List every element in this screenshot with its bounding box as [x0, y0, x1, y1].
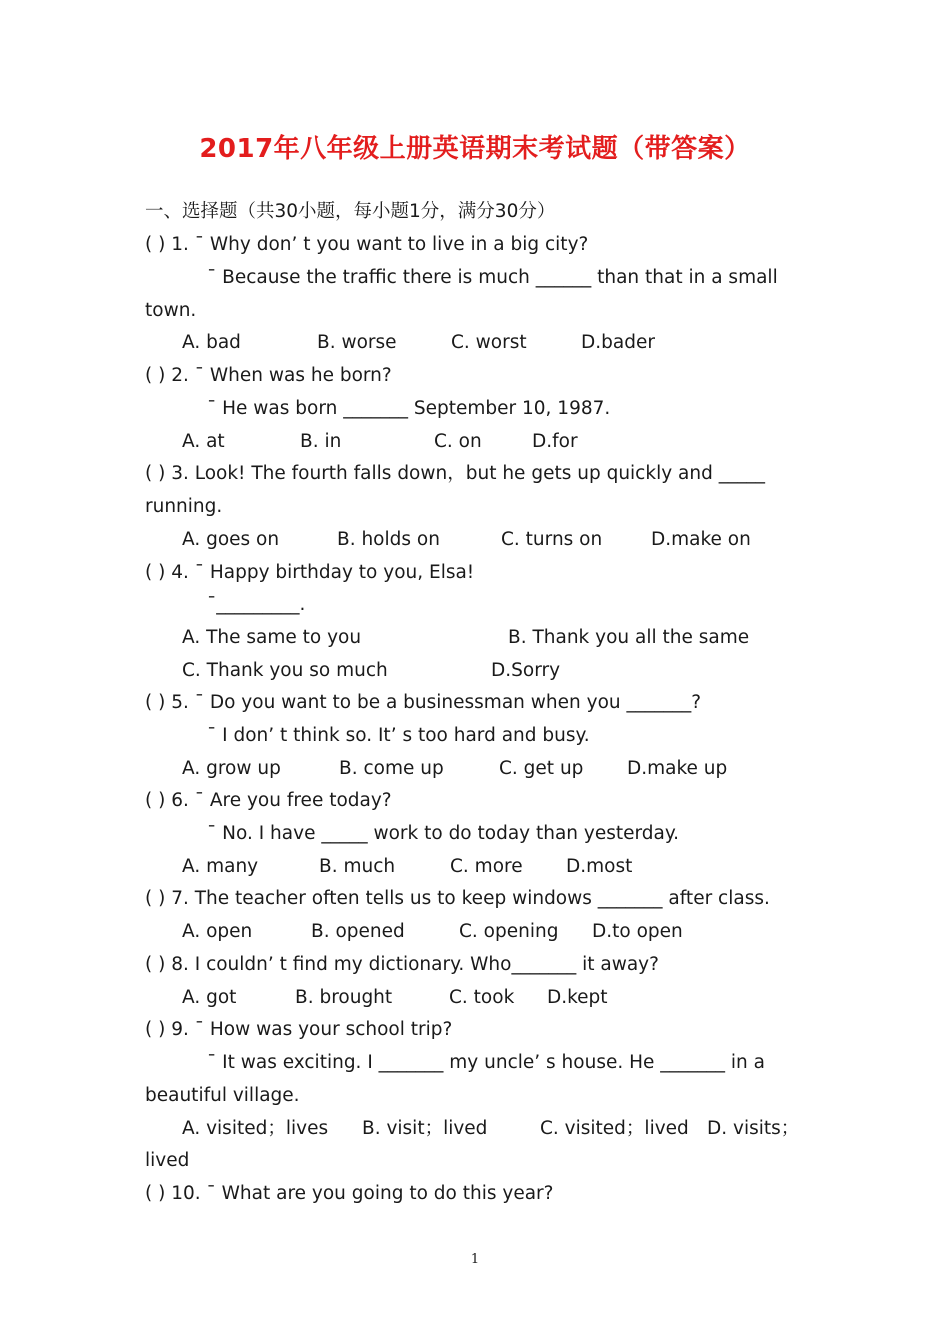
- question-9-option-d: D. visits；: [707, 1118, 800, 1139]
- question-7-option-c: C. opening: [459, 921, 559, 942]
- question-10-stem: ( ) 10. ¯ What are you going to do this year?: [145, 1183, 554, 1204]
- question-1-continuation: town.: [145, 300, 197, 321]
- question-1-reply: ¯ Because the traffic there is much ______ than that in a small: [207, 267, 778, 288]
- question-3-option-b: B. holds on: [337, 529, 440, 550]
- question-2-option-b: B. in: [300, 431, 342, 452]
- question-8-option-c: C. took: [449, 987, 515, 1008]
- question-9-continuation: beautiful village.: [145, 1085, 300, 1106]
- question-7-stem: ( ) 7. The teacher often tells us to keep windows _______ after class.: [145, 888, 770, 909]
- page-number: 1: [470, 1252, 480, 1267]
- question-7-option-a: A. open: [182, 921, 253, 942]
- question-4-reply: ¯_________.: [207, 594, 306, 615]
- question-1-option-c: C. worst: [451, 332, 527, 353]
- question-6-option-d: D.most: [566, 856, 633, 877]
- question-9-option-c: C. visited；lived: [540, 1118, 689, 1139]
- question-6-option-c: C. more: [450, 856, 523, 877]
- question-6-option-a: A. many: [182, 856, 259, 877]
- question-5-option-a: A. grow up: [182, 758, 281, 779]
- question-4-option-b: B. Thank you all the same: [508, 627, 750, 648]
- question-9-option-d-continuation: lived: [145, 1150, 190, 1171]
- question-2-stem: ( ) 2. ¯ When was he born?: [145, 365, 392, 386]
- question-7-option-b: B. opened: [311, 921, 405, 942]
- question-6-option-b: B. much: [319, 856, 396, 877]
- question-8-option-d: D.kept: [547, 987, 608, 1008]
- question-8-option-a: A. got: [182, 987, 237, 1008]
- question-3-option-d: D.make on: [651, 529, 751, 550]
- question-3-option-a: A. goes on: [182, 529, 280, 550]
- question-5-stem: ( ) 5. ¯ Do you want to be a businessman when you _______?: [145, 692, 702, 713]
- question-2-option-d: D.for: [532, 431, 578, 452]
- question-5-reply: ¯ I don’ t think so. It’ s too hard and busy.: [207, 725, 590, 746]
- question-2-option-a: A. at: [182, 431, 225, 452]
- question-2-reply: ¯ He was born _______ September 10, 1987.: [207, 398, 611, 419]
- question-9-option-a: A. visited；lives: [182, 1118, 329, 1139]
- question-6-stem: ( ) 6. ¯ Are you free today?: [145, 790, 392, 811]
- question-5-option-b: B. come up: [339, 758, 444, 779]
- question-1-option-b: B. worse: [317, 332, 397, 353]
- question-8-option-b: B. brought: [295, 987, 393, 1008]
- question-8-stem: ( ) 8. I couldn’ t find my dictionary. Who_______ it away?: [145, 954, 659, 975]
- question-9-option-b: B. visit；lived: [362, 1118, 488, 1139]
- question-1-stem: ( ) 1. ¯ Why don’ t you want to live in a big city?: [145, 234, 589, 255]
- question-7-option-d: D.to open: [592, 921, 683, 942]
- question-6-reply: ¯ No. I have _____ work to do today than yesterday.: [207, 823, 680, 844]
- page-title: 2017年八年级上册英语期末考试题（带答案）: [199, 134, 751, 164]
- question-9-reply: ¯ It was exciting. I _______ my uncle’ s house. He _______ in a: [207, 1052, 765, 1073]
- question-5-option-c: C. get up: [499, 758, 584, 779]
- question-4-option-c: C. Thank you so much: [182, 660, 388, 681]
- question-1-option-d: D.bader: [581, 332, 655, 353]
- question-4-option-a: A. The same to you: [182, 627, 362, 648]
- question-5-option-d: D.make up: [627, 758, 728, 779]
- question-4-stem: ( ) 4. ¯ Happy birthday to you, Elsa!: [145, 562, 475, 583]
- question-3-continuation: running.: [145, 496, 223, 517]
- question-9-stem: ( ) 9. ¯ How was your school trip?: [145, 1019, 453, 1040]
- question-1-option-a: A. bad: [182, 332, 241, 353]
- question-3-stem: ( ) 3. Look! The fourth falls down，but he gets up quickly and _____: [145, 463, 765, 484]
- section-heading: 一、选择题（共30小题，每小题1分，满分30分）: [145, 201, 556, 222]
- question-4-option-d: D.Sorry: [491, 660, 561, 681]
- question-2-option-c: C. on: [434, 431, 482, 452]
- question-3-option-c: C. turns on: [501, 529, 603, 550]
